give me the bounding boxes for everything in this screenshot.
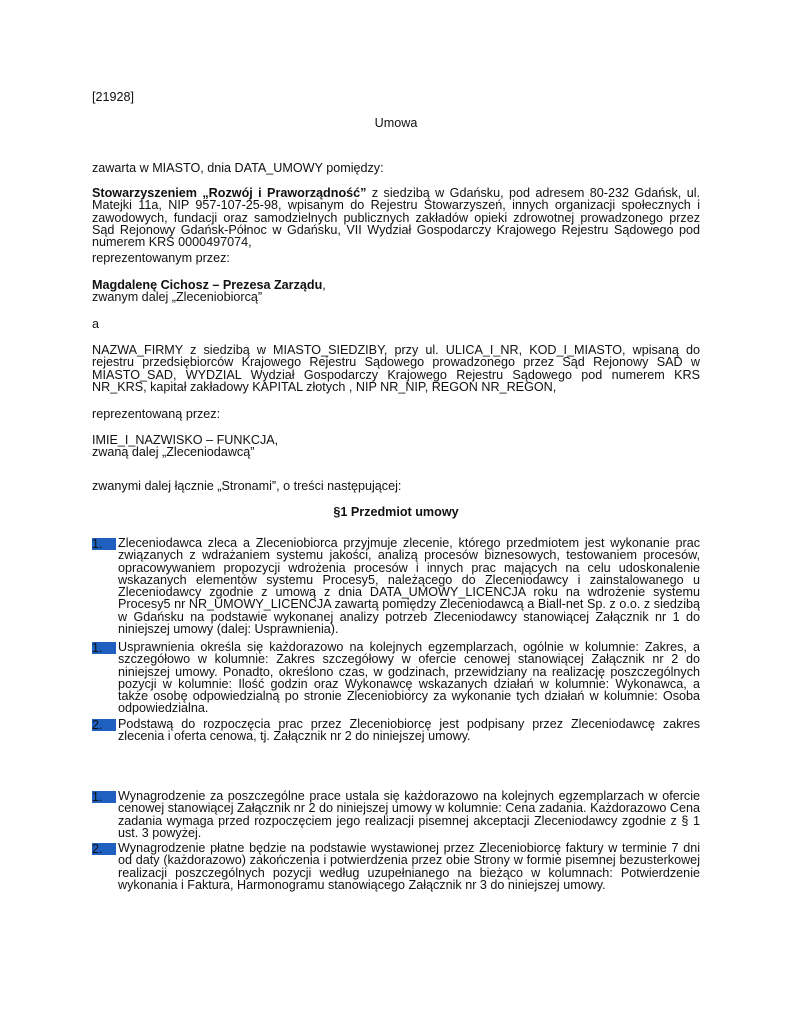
party2-represented-label: reprezentowaną przez: (92, 407, 221, 421)
parties-closing: zwanymi dalej łącznie „Stronami”, o treści następującej: (92, 479, 402, 493)
section1-heading-text: §1 Przedmiot umowy (333, 505, 459, 519)
document-id: [21928] (92, 90, 135, 104)
section1-heading (92, 505, 700, 519)
party1-details: z siedzibą w Gdańsku, pod adresem 80-232 Gdańsk, ul. Matejki 11a, NIP 957-107-25-98, wpisanym do Rejestru Stowarzyszeń, innych organizacji społecznych i zawodowych, fundacji oraz samodzielnych publicznych zakładów opieki zdrowotnej prowadzonego przez Sąd Rejonowy Gdańsk-Północ w Gdańsku, VII Wydział Gospodarczy Krajowego Rejestru Sądowego pod numerem KRS 0000497074, (92, 186, 701, 250)
list-item: Zleceniodawca zleca a Zleceniobiorca przyjmuje zlecenie, którego przedmiotem jest wykonanie prac związanych z wdrażaniem systemu jakości, analizą procesów biznesowych, testowaniem procesów, opracowywaniem propozycji wdrożenia procesów i innych prac mających na celu udoskonalenie wskazanych elementów systemu Procesy5, należącego do Zleceniodawcy i zainstalowanego u Zleceniodawcy zgodnie z umową z dnia DATA_UMOWY_LICENCJA roku na wdrożenie systemu Procesy5 nr NR_UMOWY_LICENCJA zawartą pomiędzy Zleceniodawcą a Biall-net Sp. z o.o. z siedzibą w Gdańsku na podstawie wykonanej analizy potrzeb Zleceniodawcy stanowiącej Załącznik nr 1 do niniejszej umowy (dalej: Usprawnienia). (118, 536, 700, 637)
intro-line: zawarta w MIASTO, dnia DATA_UMOWY pomiędzy: (92, 161, 384, 175)
party1-alias: zwanym dalej „Zleceniobiorcą” (92, 290, 263, 304)
party1-representative-suffix: , (322, 278, 326, 292)
list-item: Podstawą do rozpoczęcia prac przez Zleceniobiorcę jest podpisany przez Zleceniodawcę zakres zlecenia i oferta cenowa, tj. Załącznik nr 2 do niniejszej umowy. (118, 717, 700, 744)
party2-alias: zwaną dalej „Zleceniodawcą” (92, 445, 255, 459)
list-item: Usprawnienia określa się każdorazowo na kolejnych egzemplarzach, ogólnie w kolumnie: Zakres, a szczegółowo w kolumnie: Zakres szczegółowy w ofercie cenowej stanowiącej Załącznik nr 2 do niniejszej umowy. Ponadto, określono czas, w godzinach, przewidziany na realizację poszczególnych pozycji w kolumnie: Ilość godzin oraz Wykonawcę wskazanych działań w kolumnie: Wykonawca, a także osobę odpowiedzialną po stronie Zleceniobiorcy za wykonanie tych działań w kolumnie: Osoba odpowiedzialna. (118, 640, 700, 716)
party1-representative: Magdalenę Cichosz – Prezesa Zarządu (92, 278, 323, 292)
list-number: 1. (92, 791, 116, 803)
party2-description: NAZWA_FIRMY z siedzibą w MIASTO_SIEDZIBY, przy ul. ULICA_I_NR, KOD_I_MIASTO, wpisaną do rejestru przedsiębiorców Krajowego Rejestru Sądowego prowadzonego przez Sąd Rejonowy SAD w MIASTO_SAD, WYDZIAL Wydział Gospodarczy Krajowego Rejestru Sądowego pod numerem KRS NR_KRS, kapitał zakładowy KAPITAL złotych , NIP NR_NIP, REGON NR_REGON, (92, 343, 700, 394)
document-title: Umowa (374, 116, 418, 130)
connector: a (92, 317, 100, 331)
party1-description (92, 187, 700, 248)
list-item: Wynagrodzenie płatne będzie na podstawie wystawionej przez Zleceniobiorcę faktury w terminie 7 dni od daty (każdorazowo) zakończenia i potwierdzenia przez obie Strony w formie pisemnej bezusterkowej realizacji poszczególnych pozycji według uzupełnianego na bieżąco w kolumnach: Potwierdzenie wykonania i Faktura, Harmonogramu stanowiącego Załącznik nr 3 do niniejszej umowy. (118, 841, 700, 892)
list-item: Wynagrodzenie za poszczególne prace ustala się każdorazowo na kolejnych egzemplarzach w ofercie cenowej stanowiącej Załącznik nr 2 do niniejszej umowy w kolumnie: Cena zadania. Każdorazowo Cena zadania wymaga przed rozpoczęciem jego realizacji pisemnej akceptacji Zleceniodawcy zgodnie z § 1 ust. 3 powyżej. (118, 789, 700, 840)
list-number: 1. (92, 538, 116, 550)
party1-name: Stowarzyszeniem „Rozwój i Praworządność” (92, 186, 367, 200)
party1-represented-label: reprezentowanym przez: (92, 251, 230, 265)
list-number: 2. (92, 843, 116, 855)
list-number: 1. (92, 642, 116, 654)
list-number: 2. (92, 719, 116, 731)
party2-representative: IMIE_I_NAZWISKO – FUNKCJA, (92, 433, 279, 447)
